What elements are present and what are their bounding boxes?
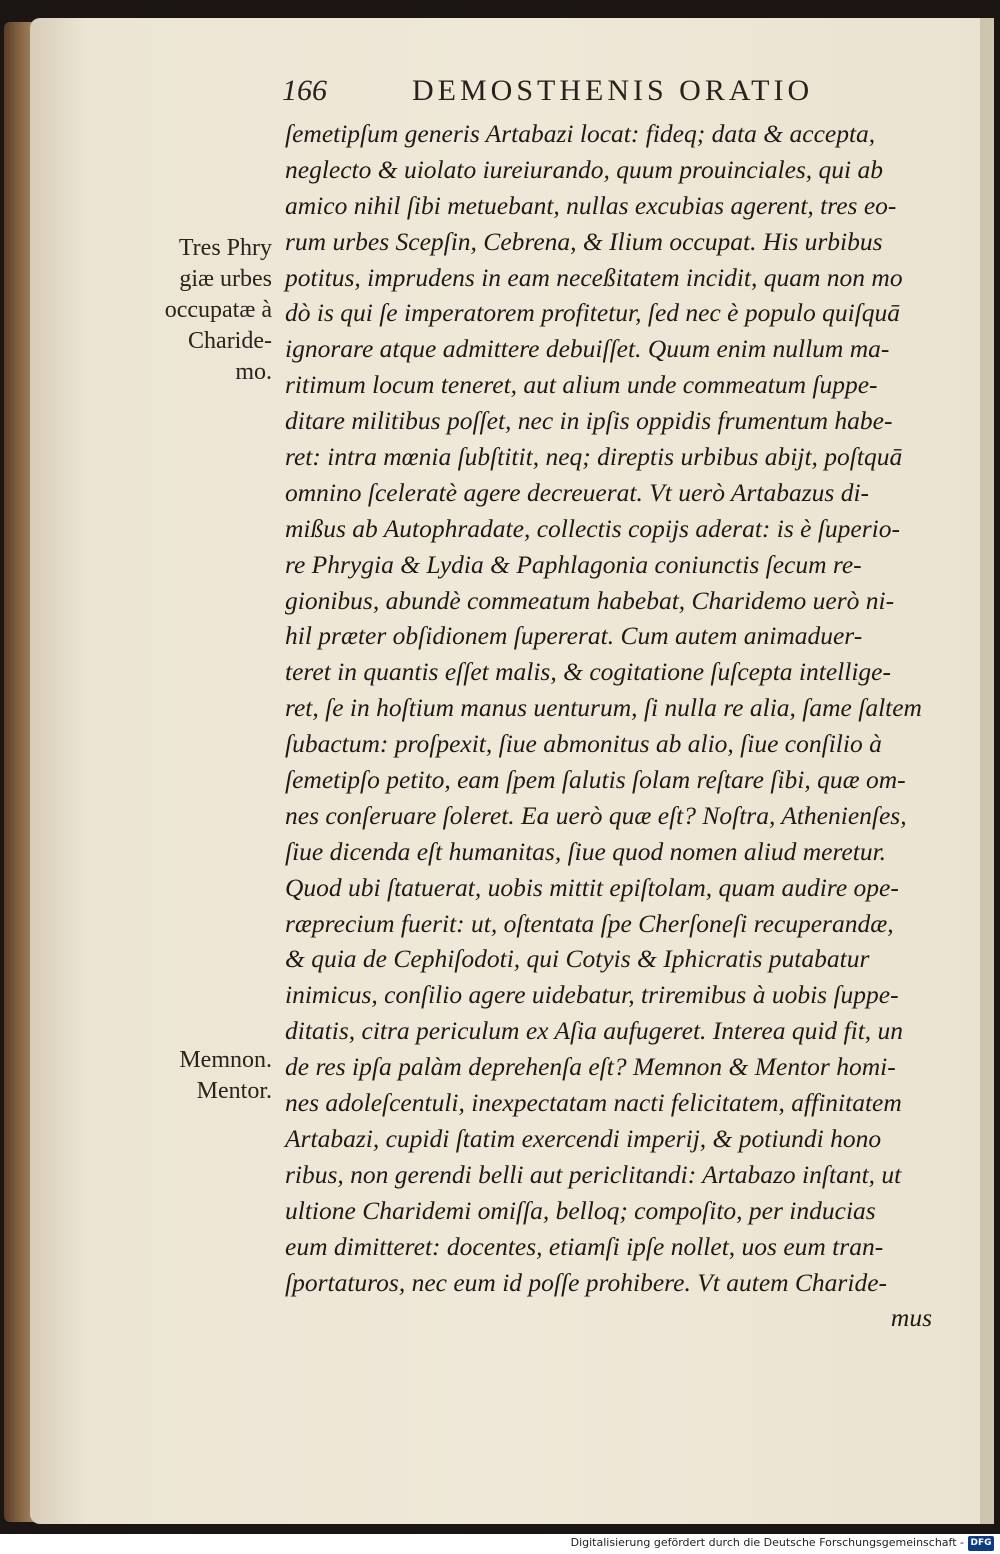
text-line: mißus ab Autophradate, collectis copijs aderat: is è ſuperio- [285,513,901,543]
text-line: ſiue dicenda eſt humanitas, ſiue quod nomen aliud meretur. [285,836,887,866]
marginal-line: Charide- [188,328,272,354]
marginal-line: Mentor. [196,1078,272,1104]
page-header [282,74,882,114]
digitization-credit: Digitalisierung gefördert durch die Deutsche Forschungsgemeinschaft - [570,1536,964,1549]
dfg-logo: DFG [968,1536,994,1551]
text-line: ret, ſe in hoſtium manus uenturum, ſi nulla re alia, ſame ſaltem [285,693,922,723]
text-line: ſportaturos, nec eum id poſſe prohibere. Vt autem Charide- [285,1267,888,1297]
body-text [285,116,950,1336]
marginal-line: giæ urbes [179,266,272,292]
text-line: inimicus, conſilio agere uidebatur, triremibus à uobis ſuppe- [285,980,899,1010]
text-line: nes adoleſcentuli, inexpectatam nacti felicitatem, affinitatem [285,1088,902,1118]
text-line: & quia de Cephiſodoti, qui Cotyis & Iphicratis putabatur [285,944,870,974]
text-line: neglecto & uiolato iureiurando, quum prouinciales, qui ab [285,154,884,184]
text-line: ſubactum: proſpexit, ſiue abmonitus ab alio, ſiue conſilio à [285,729,882,759]
text-line: ret: intra mœnia ſubſtitit, neq; direptis urbibus abijt, poſtquā [285,442,903,472]
text-line: ditatis, citra periculum ex Aſia aufugeret. Interea quid fit, un [285,1016,904,1046]
text-line: nes conſeruare ſoleret. Ea uerò quæ eſt? Noſtra, Athenienſes, [285,800,907,830]
marginal-note-phrygia [152,233,272,388]
marginal-line: Memnon. [179,1047,272,1073]
text-line: ultione Charidemi omiſſa, belloq; compoſito, per inducias [285,1195,876,1225]
text-line: Artabazi, cupidi ſtatim exercendi imperij, & potiundi hono [285,1123,882,1153]
text-line: rum urbes Scepſin, Cebrena, & Ilium occupat. His urbibus [285,226,883,256]
text-line: omnino ſceleratè agere decreuerat. Vt uerò Artabazus di- [285,477,870,507]
text-line: ditare militibus poſſet, nec in ipſis oppidis frumentum habe- [285,406,893,436]
page-number: 166 [282,74,327,107]
page-right-edge [980,18,994,1524]
text-line: re Phrygia & Lydia & Paphlagonia coniunctis ſecum re- [285,549,862,579]
text-line: amico nihil ſibi metuebant, nullas excubias agerent, tres eo- [285,190,897,220]
text-line: hil præter obſidionem ſupererat. Cum autem animaduer- [285,621,863,651]
text-line: dò is qui ſe imperatorem profitetur, ſed nec è populo quiſquā [285,298,901,328]
text-line: gionibus, abundè commeatum habebat, Charidemo uerò ni- [285,585,895,615]
marginal-line: occupatæ à [164,297,272,323]
marginal-note-memnon [152,1045,272,1107]
text-line: teret in quantis eſſet malis, & cogitatione ſuſcepta intellige- [285,657,891,687]
marginal-line: Tres Phry [178,235,272,261]
text-line: ſemetipſo petito, eam ſpem ſalutis ſolam reſtare ſibi, quæ om- [285,765,906,795]
text-line: de res ipſa palàm deprehenſa eſt? Memnon & Mentor homi- [285,1052,896,1082]
text-line: ignorare atque admittere debuiſſet. Quum enim nullum ma- [285,334,890,364]
text-line: potitus, imprudens in eam neceßitatem incidit, quam non mo [285,262,903,292]
text-line: eum dimitteret: docentes, etiamſi ipſe nollet, uos eum tran- [285,1231,884,1261]
text-line: ræprecium fuerit: ut, oſtentata ſpe Cherſoneſi recuperandæ, [285,908,894,938]
text-line: ritimum locum teneret, aut alium unde commeatum ſuppe- [285,370,878,400]
running-head: DEMOSTHENIS ORATIO [412,74,814,107]
text-line: Quod ubi ſtatuerat, uobis mittit epiſtolam, quam audire ope- [285,872,899,902]
text-line: ſemetipſum generis Artabazi locat: fideq; data & accepta, [285,119,876,148]
marginal-line: mo. [235,359,272,385]
catchword: mus [890,1303,932,1333]
text-line: ribus, non gerendi belli aut periclitandi: Artabazo inſtant, ut [285,1159,902,1189]
